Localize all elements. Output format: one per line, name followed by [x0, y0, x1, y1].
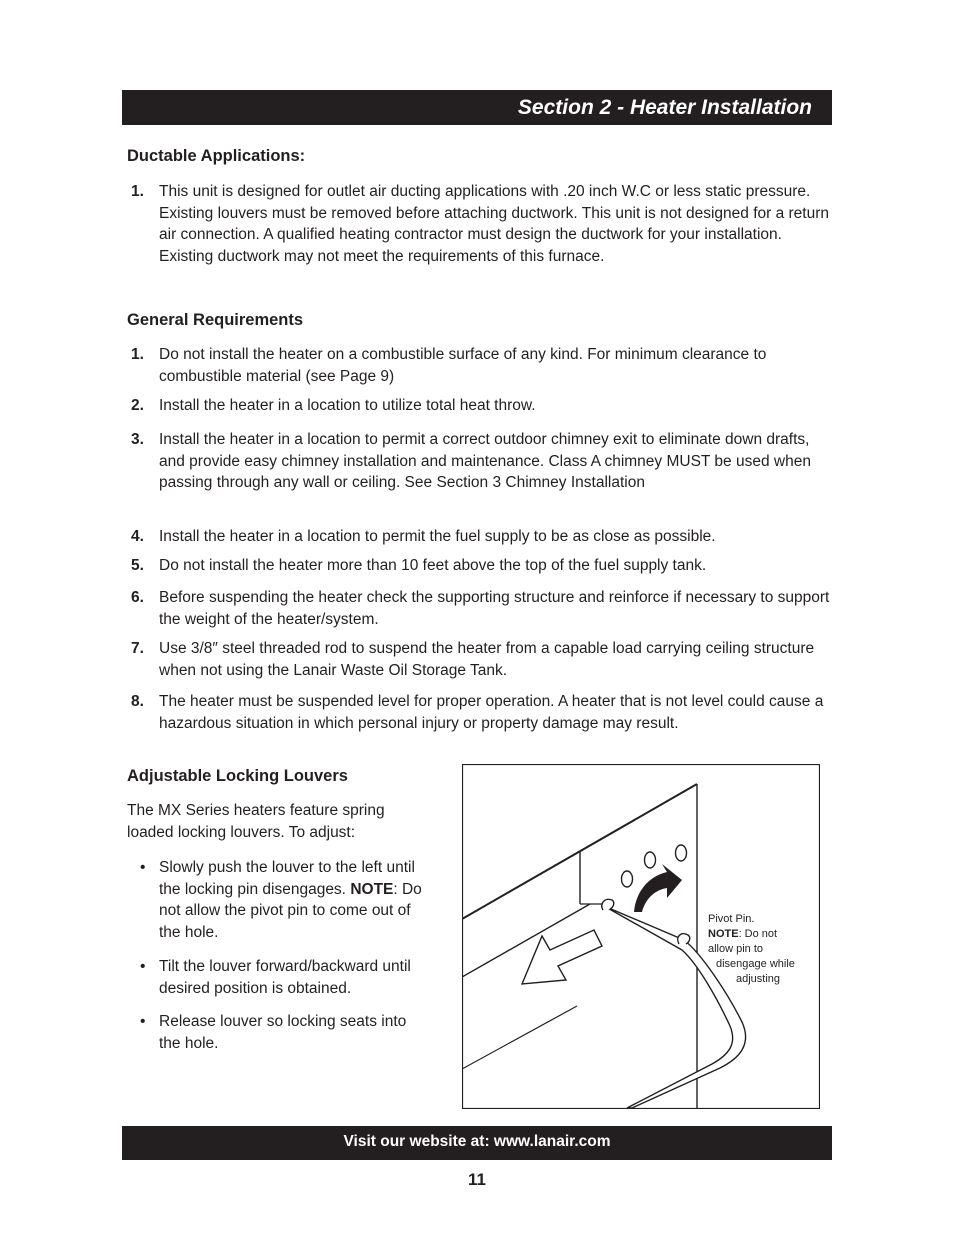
item-number: 7. — [131, 640, 144, 657]
general-item-4 — [127, 526, 837, 548]
item-number: 3. — [131, 431, 144, 448]
item-text: This unit is designed for outlet air ducting applications with .20 inch W.C or less static pressure. Existing louvers must be removed before attaching ductwork. This unit is not designed for a return air connection. A qualified heating contractor must design the ductwork for your installation. Existing ductwork may not meet the requirements of this furnace. — [159, 183, 830, 266]
bullet-text: Release louver so locking seats into the hole. — [159, 1013, 407, 1052]
bullet-dot: • — [140, 958, 146, 975]
item-text: Do not install the heater more than 10 feet above the top of the fuel supply tank. — [159, 557, 707, 574]
callout-note-label: NOTE — [708, 928, 739, 940]
bullet-text-main: Slowly push the louver to the left until the locking pin disengages. — [159, 859, 415, 898]
general-item-8 — [127, 691, 837, 734]
callout-line-2-rest: : Do not — [738, 928, 778, 940]
general-item-1 — [127, 344, 837, 387]
louvers-intro: The MX Series heaters feature spring loaded locking louvers. To adjust: — [127, 802, 385, 841]
item-number: 5. — [131, 557, 144, 574]
footer-band — [122, 1126, 832, 1160]
item-text: Install the heater in a location to permit the fuel supply to be as close as possible. — [159, 528, 716, 545]
bullet-text — [159, 857, 427, 944]
louver-step-2 — [127, 956, 427, 999]
general-item-7 — [127, 638, 837, 681]
section-title: Section 2 - Heater Installation — [517, 96, 812, 119]
item-text: Before suspending the heater check the supporting structure and reinforce if necessary to support the weight of the heater/system. — [159, 589, 830, 628]
item-number: 8. — [131, 693, 144, 710]
general-item-2 — [127, 395, 837, 417]
ductable-heading: Ductable Applications: — [127, 147, 306, 165]
callout-line-2 — [708, 927, 816, 942]
callout-line-4: disengage while — [716, 958, 795, 970]
louver-step-3 — [127, 1011, 427, 1054]
section-header-band — [122, 90, 832, 125]
note-label: NOTE — [350, 880, 394, 898]
page-number: 11 — [468, 1170, 486, 1189]
general-item-6 — [127, 587, 837, 630]
item-text: Use 3/8″ steel threaded rod to suspend the heater from a capable load carrying ceiling structure when not using the Lanair Waste Oil Storage Tank. — [159, 640, 815, 679]
general-item-5 — [127, 555, 837, 577]
pivot-pin — [602, 899, 614, 910]
pivot-pin-callout — [708, 912, 816, 987]
item-number: 6. — [131, 589, 144, 606]
general-item-3 — [127, 429, 837, 494]
louvers-heading: Adjustable Locking Louvers — [127, 767, 348, 785]
website-text: Visit our website at: www.lanair.com — [343, 1133, 611, 1150]
general-heading: General Requirements — [127, 311, 304, 329]
pivot-pin — [678, 934, 690, 944]
item-number: 1. — [131, 183, 144, 200]
bullet-text: Tilt the louver forward/backward until desired position is obtained. — [159, 958, 411, 997]
item-text: Install the heater in a location to utilize total heat throw. — [159, 397, 536, 414]
louver-step-1 — [127, 857, 427, 944]
louver-diagram — [462, 764, 820, 1109]
bullet-dot: • — [140, 1013, 146, 1030]
item-number: 4. — [131, 528, 144, 545]
item-text: Install the heater in a location to permit a correct outdoor chimney exit to eliminate down drafts, and provide easy chimney installation and maintenance. Class A chimney MUST be used when passing through any wall or ceiling. See Section 3 Chimney Installation — [159, 431, 811, 492]
item-number: 2. — [131, 397, 144, 414]
bullet-dot: • — [140, 859, 146, 876]
callout-line-1: Pivot Pin. — [708, 913, 755, 925]
callout-line-3: allow pin to — [708, 943, 764, 955]
bullet-text-note: : Do not allow the pivot pin to come out of the hole. — [159, 880, 422, 942]
item-text: The heater must be suspended level for proper operation. A heater that is not level could cause a hazardous situation in which personal injury or property damage may result. — [159, 693, 824, 732]
item-text: Do not install the heater on a combustible surface of any kind. For minimum clearance to combustible material (see Page 9) — [159, 346, 767, 385]
item-number: 1. — [131, 346, 144, 363]
ductable-item-1 — [127, 181, 837, 268]
callout-line-5: adjusting — [736, 973, 781, 985]
